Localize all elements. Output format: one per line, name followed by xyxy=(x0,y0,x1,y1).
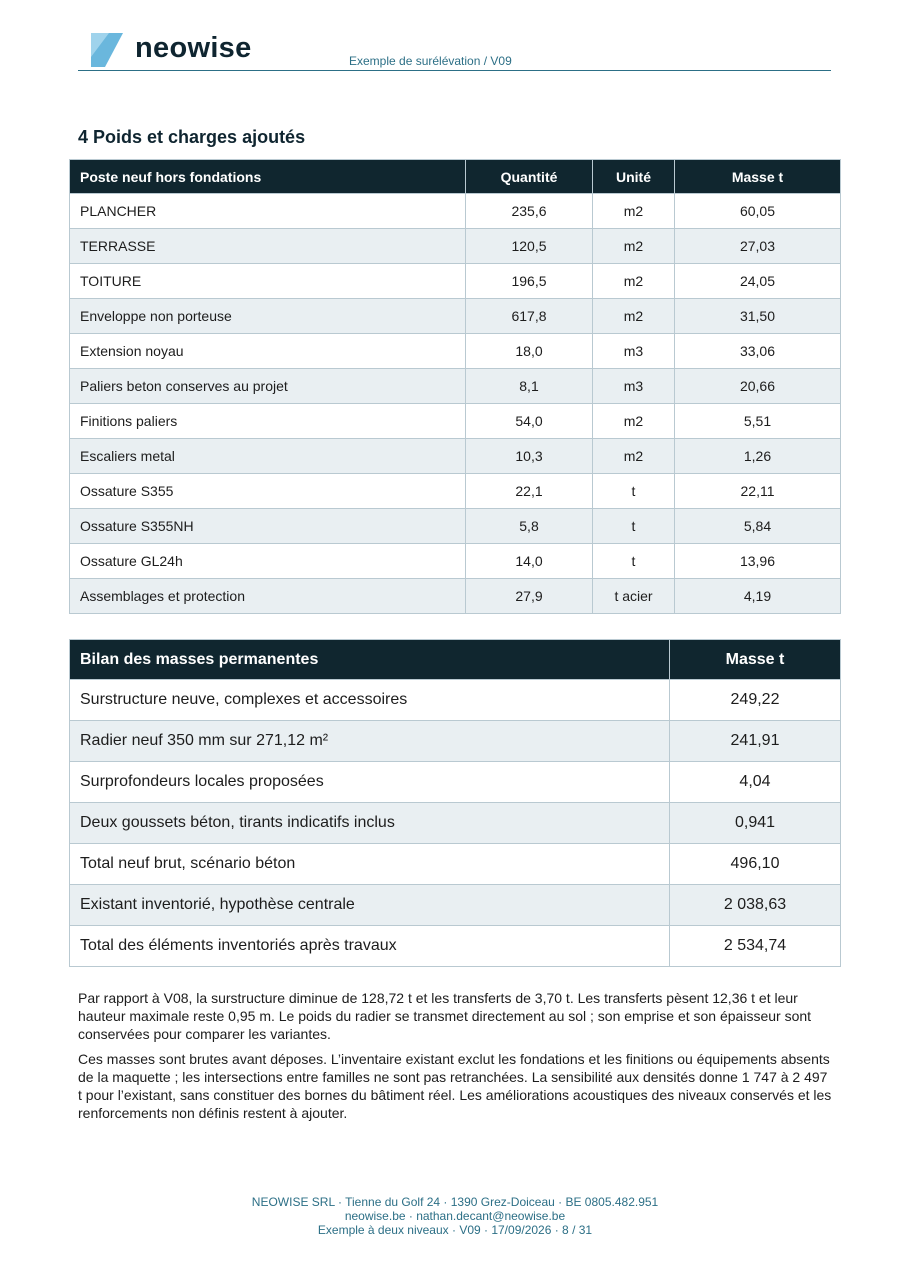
row-label-cell: Radier neuf 350 mm sur 271,12 m² xyxy=(70,721,670,762)
brand-name: neowise xyxy=(135,32,252,64)
value-cell: 14,0 xyxy=(466,544,593,579)
value-cell: t acier xyxy=(593,579,675,614)
table-row xyxy=(70,334,841,369)
table-row xyxy=(70,762,841,803)
table-row xyxy=(70,721,841,762)
value-cell: 241,91 xyxy=(670,721,841,762)
value-cell: t xyxy=(593,544,675,579)
row-label-cell: Total neuf brut, scénario béton xyxy=(70,844,670,885)
value-cell: 196,5 xyxy=(466,264,593,299)
row-label-cell: Paliers beton conserves au projet xyxy=(70,369,466,404)
column-header: Unité xyxy=(593,160,675,194)
row-label-cell: TERRASSE xyxy=(70,229,466,264)
neowise-logo-icon xyxy=(91,33,123,67)
value-cell: 235,6 xyxy=(466,194,593,229)
value-cell: 5,84 xyxy=(675,509,841,544)
value-cell: 120,5 xyxy=(466,229,593,264)
table-row xyxy=(70,579,841,614)
value-cell: 4,19 xyxy=(675,579,841,614)
row-label-cell: Total des éléments inventoriés après travaux xyxy=(70,926,670,967)
added-loads-table xyxy=(69,159,841,614)
page-footer xyxy=(0,1195,910,1237)
row-label-cell: Finitions paliers xyxy=(70,404,466,439)
value-cell: 60,05 xyxy=(675,194,841,229)
column-header: Quantité xyxy=(466,160,593,194)
row-label-cell: Surstructure neuve, complexes et accessoires xyxy=(70,680,670,721)
row-label-cell: Existant inventorié, hypothèse centrale xyxy=(70,885,670,926)
value-cell: m2 xyxy=(593,404,675,439)
permanent-mass-balance-table xyxy=(69,639,841,967)
value-cell: t xyxy=(593,509,675,544)
value-cell: m2 xyxy=(593,439,675,474)
row-label-cell: Escaliers metal xyxy=(70,439,466,474)
section-title: 4 Poids et charges ajoutés xyxy=(78,127,306,147)
table-row xyxy=(70,439,841,474)
value-cell: 0,941 xyxy=(670,803,841,844)
value-cell: 617,8 xyxy=(466,299,593,334)
value-cell: 4,04 xyxy=(670,762,841,803)
table-header-row xyxy=(70,160,841,194)
value-cell: m3 xyxy=(593,334,675,369)
table-row xyxy=(70,844,841,885)
value-cell: m2 xyxy=(593,194,675,229)
row-label-cell: Assemblages et protection xyxy=(70,579,466,614)
notes xyxy=(78,989,834,1129)
table-row xyxy=(70,299,841,334)
row-label-cell: TOITURE xyxy=(70,264,466,299)
value-cell: 2 534,74 xyxy=(670,926,841,967)
value-cell: 22,11 xyxy=(675,474,841,509)
row-label-cell: Ossature S355NH xyxy=(70,509,466,544)
value-cell: 33,06 xyxy=(675,334,841,369)
row-label-cell: Enveloppe non porteuse xyxy=(70,299,466,334)
table-header-row xyxy=(70,640,841,680)
table-row xyxy=(70,369,841,404)
value-cell: m3 xyxy=(593,369,675,404)
document-reference: Exemple de surélévation / V09 xyxy=(349,54,512,68)
row-label-cell: PLANCHER xyxy=(70,194,466,229)
table-row xyxy=(70,264,841,299)
column-header: Masse t xyxy=(670,640,841,680)
table-row xyxy=(70,229,841,264)
value-cell: 5,8 xyxy=(466,509,593,544)
note-paragraph: Ces masses sont brutes avant déposes. L’inventaire existant exclut les fondations et les finitions ou équipements absents de la maquette ; les intersections entre familles ne sont pas retranchées. La sensibilité aux densités donne 1 747 à 2 497 t pour l’existant, sans constituer des bornes du bâtiment réel. Les améliorations acoustiques des niveaux conservés et les renforcements non définis restent à ajouter. xyxy=(78,1051,832,1121)
value-cell: 8,1 xyxy=(466,369,593,404)
value-cell: 1,26 xyxy=(675,439,841,474)
value-cell: 22,1 xyxy=(466,474,593,509)
value-cell: 496,10 xyxy=(670,844,841,885)
row-label-cell: Extension noyau xyxy=(70,334,466,369)
value-cell: m2 xyxy=(593,229,675,264)
value-cell: m2 xyxy=(593,264,675,299)
table-row xyxy=(70,803,841,844)
page-header xyxy=(78,30,831,71)
value-cell: 27,03 xyxy=(675,229,841,264)
table-row xyxy=(70,509,841,544)
value-cell: 24,05 xyxy=(675,264,841,299)
table-row xyxy=(70,194,841,229)
value-cell: 249,22 xyxy=(670,680,841,721)
column-header: Bilan des masses permanentes xyxy=(70,640,670,680)
footer-document-line: Exemple à deux niveaux · V09 · 17/09/2026 · 8 / 31 xyxy=(317,1223,593,1237)
table-row xyxy=(70,474,841,509)
value-cell: 18,0 xyxy=(466,334,593,369)
value-cell: 31,50 xyxy=(675,299,841,334)
value-cell: 20,66 xyxy=(675,369,841,404)
row-label-cell: Deux goussets béton, tirants indicatifs inclus xyxy=(70,803,670,844)
note-paragraph: Par rapport à V08, la surstructure diminue de 128,72 t et les transferts de 3,70 t. Les transferts pèsent 12,36 t et leur hauteur maximale reste 0,95 m. Le poids du radier se transmet directement au sol ; son emprise et son épaisseur sont conservées pour comparer les variantes. xyxy=(78,990,812,1042)
value-cell: 54,0 xyxy=(466,404,593,439)
column-header: Masse t xyxy=(675,160,841,194)
table-row xyxy=(70,680,841,721)
value-cell: 2 038,63 xyxy=(670,885,841,926)
row-label-cell: Ossature S355 xyxy=(70,474,466,509)
value-cell: 27,9 xyxy=(466,579,593,614)
value-cell: m2 xyxy=(593,299,675,334)
value-cell: t xyxy=(593,474,675,509)
row-label-cell: Surprofondeurs locales proposées xyxy=(70,762,670,803)
row-label-cell: Ossature GL24h xyxy=(70,544,466,579)
footer-contact-line: neowise.be · nathan.decant@neowise.be xyxy=(344,1209,566,1223)
table-row xyxy=(70,544,841,579)
footer-company-line: NEOWISE SRL · Tienne du Golf 24 · 1390 Grez-Doiceau · BE 0805.482.951 xyxy=(251,1195,659,1209)
value-cell: 10,3 xyxy=(466,439,593,474)
value-cell: 5,51 xyxy=(675,404,841,439)
value-cell: 13,96 xyxy=(675,544,841,579)
table-row xyxy=(70,926,841,967)
column-header: Poste neuf hors fondations xyxy=(70,160,466,194)
table-row xyxy=(70,404,841,439)
table-row xyxy=(70,885,841,926)
